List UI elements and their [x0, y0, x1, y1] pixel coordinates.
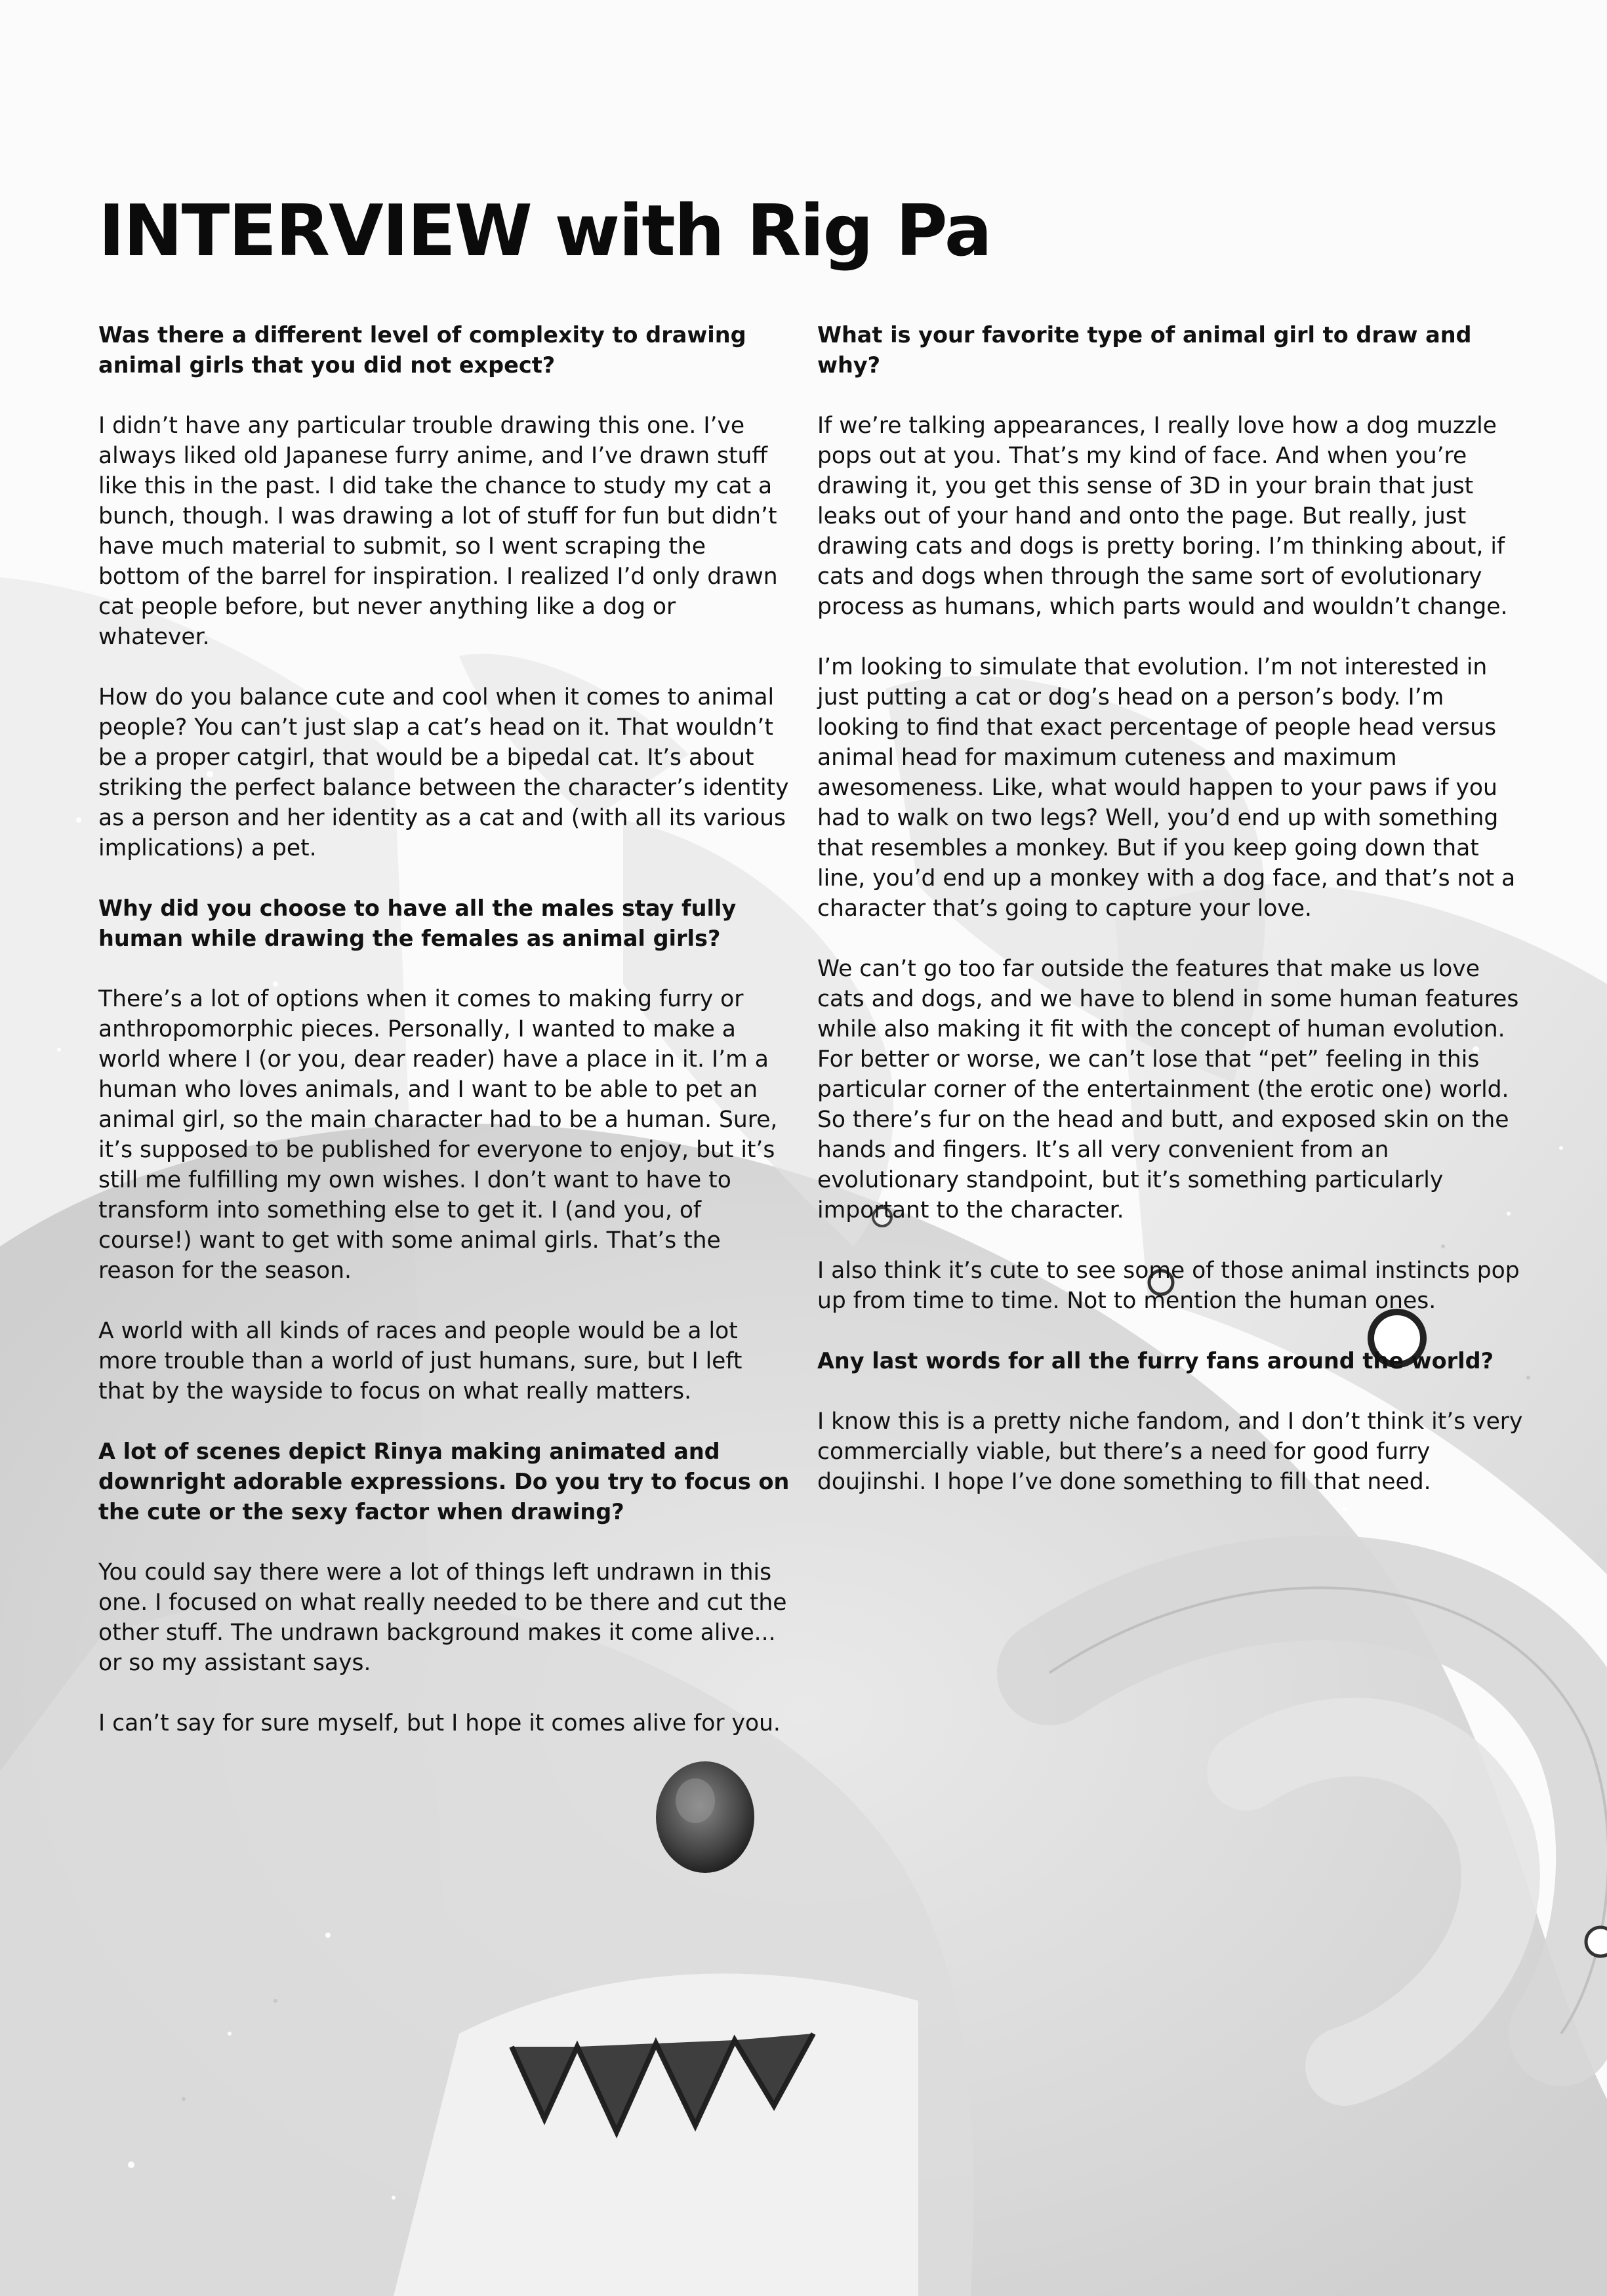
answer-text: How do you balance cute and cool when it comes to animal people? You can’t just slap a cat’s head on it. That wouldn’t be a proper catgirl, that would be a bipedal cat. It’s about striking the perfect balance between the character’s identity as a person and her identity as a cat and (with all its various implications) a pet. — [98, 684, 789, 861]
answer-text: You could say there were a lot of things left undrawn in this one. I focused on what really needed to be there and cut the other stuff. The undrawn background makes it come alive... or so my assistant says. — [98, 1559, 787, 1676]
answer-text: A world with all kinds of races and people would be a lot more trouble than a world of just humans, sure, but I left that by the wayside to focus on what really matters. — [98, 1318, 742, 1404]
right-column — [817, 320, 1532, 1527]
question-text: Was there a different level of complexity to drawing animal girls that you did not expect? — [98, 322, 746, 378]
question-text: Any last words for all the furry fans around the world? — [817, 1348, 1494, 1374]
left-column — [98, 320, 794, 1769]
page-title: INTERVIEW with Rig Pa — [98, 190, 991, 272]
answer-text: If we’re talking appearances, I really love how a dog muzzle pops out at you. That’s my kind of face. And when you’re drawing it, you get this sense of 3D in your brain that just leaks out of your hand and onto the page. But really, just drawing cats and dogs is pretty boring. I’m thinking about, if cats and dogs when through the same sort of evolutionary process as humans, which parts would and wouldn’t change. — [817, 413, 1508, 620]
question-text: Why did you choose to have all the males stay fully human while drawing the females as animal girls? — [98, 895, 737, 951]
answer-text: We can’t go too far outside the features that make us love cats and dogs, and we have to blend in some human features while also making it fit with the concept of human evolution. For better or worse, we can’t lose that “pet” feeling in this particular corner of the entertainment (the erotic one) world. So there’s fur on the head and butt, and exposed skin on the hands and fingers. It’s all very convenient from an evolutionary standpoint, but it’s something particularly important to the character. — [817, 956, 1519, 1223]
question-text: A lot of scenes depict Rinya making animated and downright adorable expressions. Do you try to focus on the cute or the sexy factor when drawing? — [98, 1439, 790, 1525]
answer-text: I didn’t have any particular trouble drawing this one. I’ve always liked old Japanese furry anime, and I’ve drawn stuff like this in the past. I did take the chance to study my cat a bunch, though. I was drawing a lot of stuff for fun but didn’t have much material to submit, so I went scraping the bottom of the barrel for inspiration. I realized I’d only drawn cat people before, but never anything like a dog or whatever. — [98, 413, 778, 650]
answer-text: I’m looking to simulate that evolution. I’m not interested in just putting a cat or dog’s head on a person’s body. I’m looking to find that exact percentage of people head versus animal head for maximum cuteness and maximum awesomeness. Like, what would happen to your paws if you had to walk on two legs? Well, you’d end up with something that resembles a monkey. But if you keep going down that line, you’d end up a monkey with a dog face, and that’s not a character that’s going to capture your love. — [817, 654, 1516, 922]
answer-text: There’s a lot of options when it comes to making furry or anthropomorphic pieces. Personally, I wanted to make a world where I (or you, dear reader) have a place in it. I’m a human who loves animals, and I want to be able to pet an animal girl, so the main character had to be a human. Sure, it’s supposed to be published for everyone to enjoy, but it’s still me fulfilling my own wishes. I don’t want to have to transform into something else to get it. I (and you, of course!) want to get with some animal girls. That’s the reason for the season. — [98, 986, 778, 1284]
answer-text: I can’t say for sure myself, but I hope it comes alive for you. — [98, 1710, 781, 1736]
question-text: What is your favorite type of animal girl to draw and why? — [817, 322, 1472, 378]
answer-text: I know this is a pretty niche fandom, and I don’t think it’s very commercially viable, but there’s a need for good furry doujinshi. I hope I’ve done something to fill that need. — [817, 1408, 1523, 1495]
answer-text: I also think it’s cute to see some of those animal instincts pop up from time to time. Not to mention the human ones. — [817, 1258, 1520, 1314]
